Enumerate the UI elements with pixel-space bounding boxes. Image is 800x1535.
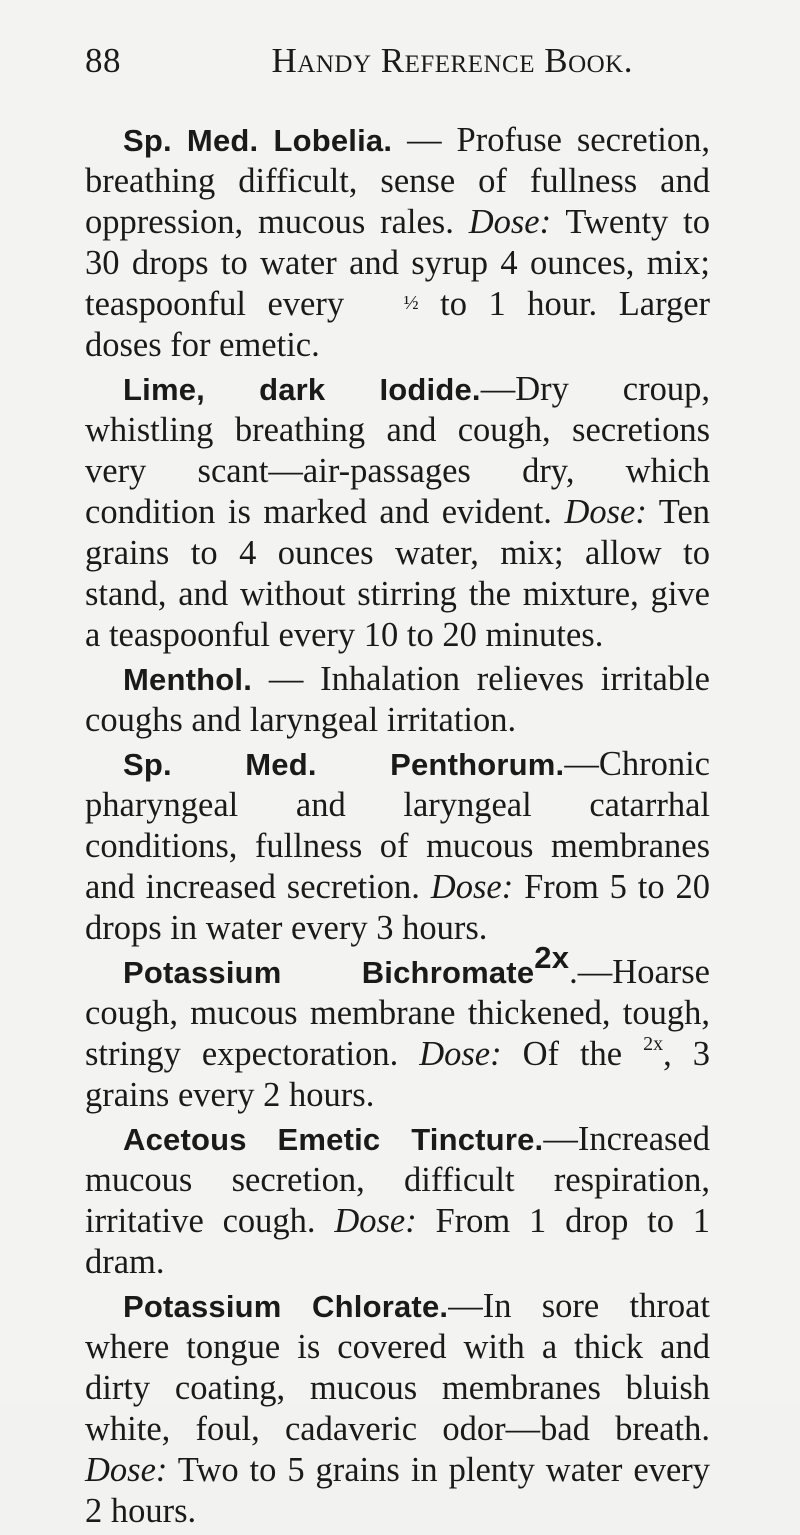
entry-text: In sore throat where tongue is covered with a thick and dirty coating, mucous membranes bluish white, foul, cadaveric odor—bad breath. <box>85 1287 710 1448</box>
entry-heading: Acetous Emetic Tincture. <box>123 1122 544 1157</box>
entry-text: Increased mucous secretion, difficult respiration, irritative cough. <box>85 1120 710 1240</box>
entry-text: to 1 hour. Larger doses for emetic. <box>85 285 711 364</box>
entry-text: Profuse secretion, breathing difficult, sense of fullness and oppression, mucous rales. <box>85 121 711 241</box>
entry-acetous-emetic-tincture <box>85 1119 710 1283</box>
entry-potassium-bichromate <box>85 939 710 1116</box>
entry-heading: Lime, dark Iodide. <box>123 372 481 407</box>
entry-text: Ten grains to 4 ounces water, mix; allow to stand, and without stirring the mixture, give a teaspoonful every 10 to 20 minutes. <box>85 493 711 654</box>
entry-text: Of the <box>501 1035 644 1073</box>
entry-separator: — <box>480 370 516 408</box>
running-header <box>85 40 633 82</box>
entry-heading: Menthol. <box>123 662 253 697</box>
entry-separator: — <box>392 121 457 159</box>
dose-label: Dose: <box>564 493 647 531</box>
entry-heading: Potassium Chlorate. <box>123 1289 449 1324</box>
dose-label: Dose: <box>85 1451 168 1489</box>
fraction: ½ <box>403 292 419 315</box>
entry-text: From 5 to 20 drops in water every 3 hours. <box>85 868 710 947</box>
entry-text: Hoarse cough, mucous membrane thickened, tough, stringy expectoration. <box>85 953 710 1073</box>
entry-separator: .— <box>569 953 613 991</box>
entry-text: From 1 drop to 1 dram. <box>85 1202 711 1281</box>
entry-separator: — <box>448 1287 483 1325</box>
entry-text: Twenty to 30 drops to water and syrup 4 ounces, mix; teaspoonful every <box>85 203 710 323</box>
page-body <box>85 120 710 1535</box>
potency-superscript: 2x <box>534 939 570 975</box>
entry-lobelia <box>85 120 710 366</box>
entry-lime-iodide <box>85 369 710 656</box>
entry-text: Dry croup, whistling breathing and cough, secretions very scant—air-passages dry, which condition is marked and evident. <box>85 370 710 531</box>
entry-potassium-chlorate <box>85 1286 710 1532</box>
dose-label: Dose: <box>419 1035 502 1073</box>
entry-heading: Potassium Bichromate <box>123 955 535 990</box>
entry-menthol <box>85 659 710 741</box>
entry-text: Two to 5 grains in plenty water every 2 hours. <box>85 1451 710 1530</box>
page-number: 88 <box>85 41 121 80</box>
entry-separator: — <box>252 660 321 698</box>
dose-label: Dose: <box>468 203 552 241</box>
potency-superscript: 2x <box>643 1032 664 1055</box>
entry-text: Chronic pharyngeal and laryngeal catarrhal conditions, fullness of mucous membranes and increased secretion. <box>85 745 710 906</box>
entry-separator: — <box>564 745 599 783</box>
entry-penthorum <box>85 744 710 949</box>
dose-label: Dose: <box>334 1202 417 1240</box>
entry-heading: Sp. Med. Lobelia. <box>123 123 393 158</box>
entry-heading: Sp. Med. Penthorum. <box>123 747 565 782</box>
entry-separator: — <box>543 1120 578 1158</box>
entry-text: , 3 grains every 2 hours. <box>85 1035 710 1114</box>
entry-text: Inhalation relieves irritable coughs and laryngeal irritation. <box>85 660 710 739</box>
running-title: Handy Reference Book. <box>271 41 633 80</box>
dose-label: Dose: <box>430 868 514 906</box>
